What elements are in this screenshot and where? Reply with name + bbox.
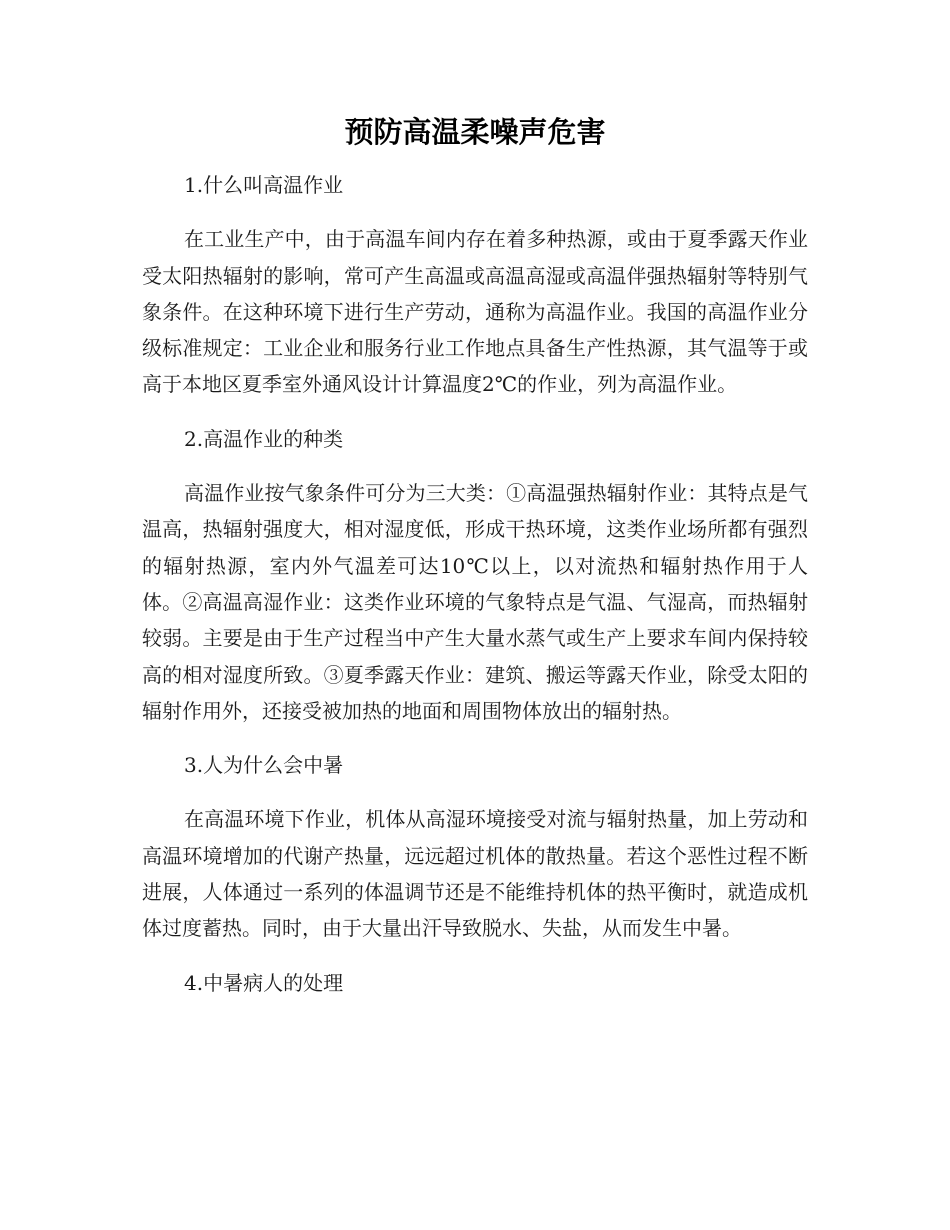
section-paragraph-1: 在工业生产中，由于高温车间内存在着多种热源，或由于夏季露天作业受太阳热辐射的影响，常可产生高温或高温高湿或高温伴强热辐射等特别气象条件。在这种环境下进行生产劳动，通称为高温作业。我国的高温作业分级标准规定：工业企业和服务行业工作地点具备生产性热源，其气温等于或高于本地区夏季室外通风设计计算温度2℃的作业，列为高温作业。 (142, 227, 808, 397)
section-heading-3: 3.人为什么会中暑 (184, 753, 344, 778)
page-title: 预防高温柔噪声危害 (344, 115, 606, 149)
document-body (142, 167, 808, 1019)
section-paragraph-3: 在高温环境下作业，机体从高湿环境接受对流与辐射热量，加上劳动和高温环境增加的代谢产热量，远远超过机体的散热量。若这个恶性过程不断进展，人体通过一系列的体温调节还是不能维持机体的热平衡时，就造成机体过度蓄热。同时，由于大量出汗导致脱水、失盐，从而发生中暑。 (142, 807, 808, 941)
section-heading-4: 4.中暑病人的处理 (184, 970, 344, 995)
section-heading-1: 1.什么叫高温作业 (184, 173, 344, 197)
section-paragraph-2: 高温作业按气象条件可分为三大类：①高温强热辐射作业：其特点是气温高，热辐射强度大，相对湿度低，形成干热环境，这类作业场所都有强烈的辐射热源，室内外气温差可达10℃以上，以对流热和辐射热作用于人体。②高温高湿作业：这类作业环境的气象特点是气温、气湿高，而热辐射较弱。主要是由于生产过程当中产生大量水蒸气或生产上要求车间内保持较高的相对湿度所致。③夏季露天作业：建筑、搬运等露天作业，除受太阳的辐射作用外，还接受被加热的地面和周围物体放出的辐射热。 (142, 481, 808, 723)
section-heading-2: 2.高温作业的种类 (184, 426, 344, 451)
